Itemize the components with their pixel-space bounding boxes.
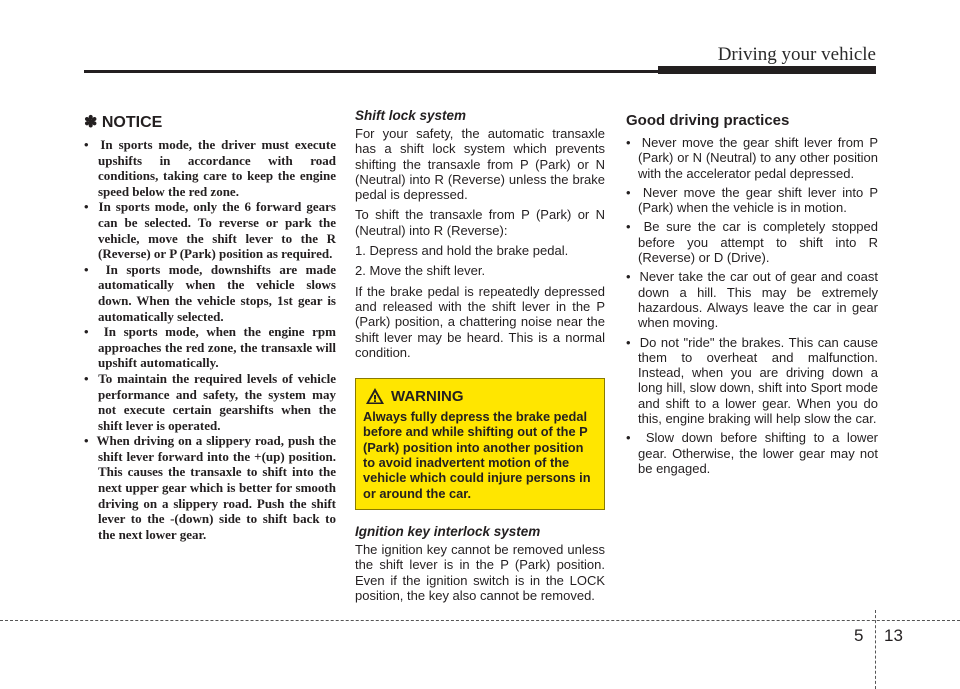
notice-section bbox=[84, 108, 336, 542]
shift-lock-title: Shift lock system bbox=[355, 108, 467, 123]
shift-lock-section bbox=[355, 108, 605, 608]
warning-title: WARNING bbox=[391, 387, 464, 405]
notice-item: • When driving on a slippery road, push the shift lever forward into the +(up) position. This causes the transaxle to shift into the next upper gear which is better for smooth driving on a slippery road. Push the shift lever to the -(down) side to shift back to the next lower gear. bbox=[84, 433, 336, 542]
notice-item: • In sports mode, the driver must execute upshifts in accordance with road conditions, taking care to keep the engine speed below the red zone. bbox=[84, 137, 336, 199]
good-driving-item: • Never move the gear shift lever from P (Park) or N (Neutral) to any other position with the accelerator pedal depressed. bbox=[626, 135, 878, 181]
good-driving-item: • Be sure the car is completely stopped before you attempt to shift into R (Reverse) or D (Drive). bbox=[626, 219, 878, 265]
ignition-title: Ignition key interlock system bbox=[355, 523, 541, 539]
ignition-para: The ignition key cannot be removed unless the shift lever is in the P (Park) position. Even if the ignition switch is in the LOCK position, the key also cannot be removed. bbox=[355, 541, 605, 603]
header-rule bbox=[84, 70, 658, 73]
page-chapter-number: 5 bbox=[854, 626, 864, 645]
warning-triangle-icon bbox=[365, 387, 385, 405]
good-driving-section bbox=[626, 108, 878, 480]
shift-lock-step-1: 1. Depress and hold the brake pedal. bbox=[355, 243, 569, 259]
notice-list bbox=[84, 137, 336, 542]
good-driving-item: • Never take the car out of gear and coast down a hill. This may be extremely hazardous. Always leave the car in gear when moving. bbox=[626, 269, 878, 330]
notice-item: • In sports mode, only the 6 forward gears can be selected. To reverse or park the vehicle, move the shift lever to the R (Reverse) or P (Park) position as required. bbox=[84, 199, 336, 261]
warning-box bbox=[355, 378, 605, 510]
notice-item: • In sports mode, when the engine rpm approaches the red zone, the transaxle will upshift automatically. bbox=[84, 324, 336, 371]
good-driving-item: • Slow down before shifting to a lower gear. Otherwise, the lower gear may not be engaged. bbox=[626, 430, 878, 476]
header-title: Driving your vehicle bbox=[717, 44, 876, 65]
good-driving-list bbox=[626, 135, 878, 476]
header-rule-thick bbox=[658, 66, 876, 74]
footer-divider bbox=[875, 610, 876, 689]
page-number: 13 bbox=[884, 626, 903, 645]
good-driving-title: Good driving practices bbox=[626, 112, 790, 129]
warning-header bbox=[363, 387, 598, 405]
shift-lock-step-2: 2. Move the shift lever. bbox=[355, 263, 486, 279]
notice-title: NOTICE bbox=[101, 114, 163, 131]
notice-heading bbox=[84, 112, 336, 132]
notice-item: • In sports mode, downshifts are made automatically when the vehicle slows down. When the vehicle stops, 1st gear is automatically selected. bbox=[84, 262, 336, 324]
warning-text: Always fully depress the brake pedal before and while shifting out of the P (Park) position into another position to avoid inadvertent motion of the vehicle which could injure persons in or around the car. bbox=[363, 409, 591, 501]
good-driving-item: • Never move the gear shift lever into P (Park) when the vehicle is in motion. bbox=[626, 185, 878, 216]
footer-rule bbox=[0, 620, 960, 621]
shift-lock-para-2: To shift the transaxle from P (Park) or N (Neutral) into R (Reverse): bbox=[355, 207, 605, 238]
notice-star-icon: ✽ bbox=[84, 114, 102, 131]
notice-item: • To maintain the required levels of vehicle performance and safety, the system may not execute certain gearshifts when the shift lever is operated. bbox=[84, 371, 336, 433]
shift-lock-para-3: If the brake pedal is repeatedly depressed and released with the shift lever in the P (Park) position, a chattering noise near the shift lever may be heard. This is a normal condition. bbox=[355, 283, 605, 360]
shift-lock-para-1: For your safety, the automatic transaxle has a shift lock system which prevents shifting the transaxle from P (Park) or N (Neutral) into R (Reverse) unless the brake pedal is depressed. bbox=[355, 126, 605, 203]
good-driving-item: • Do not "ride" the brakes. This can cause them to overheat and malfunction. Instead, when you are driving down a long hill, slow down, shift into Sport mode and shift to a lower gear. When you do this, engine braking will help slow the car. bbox=[626, 335, 878, 427]
